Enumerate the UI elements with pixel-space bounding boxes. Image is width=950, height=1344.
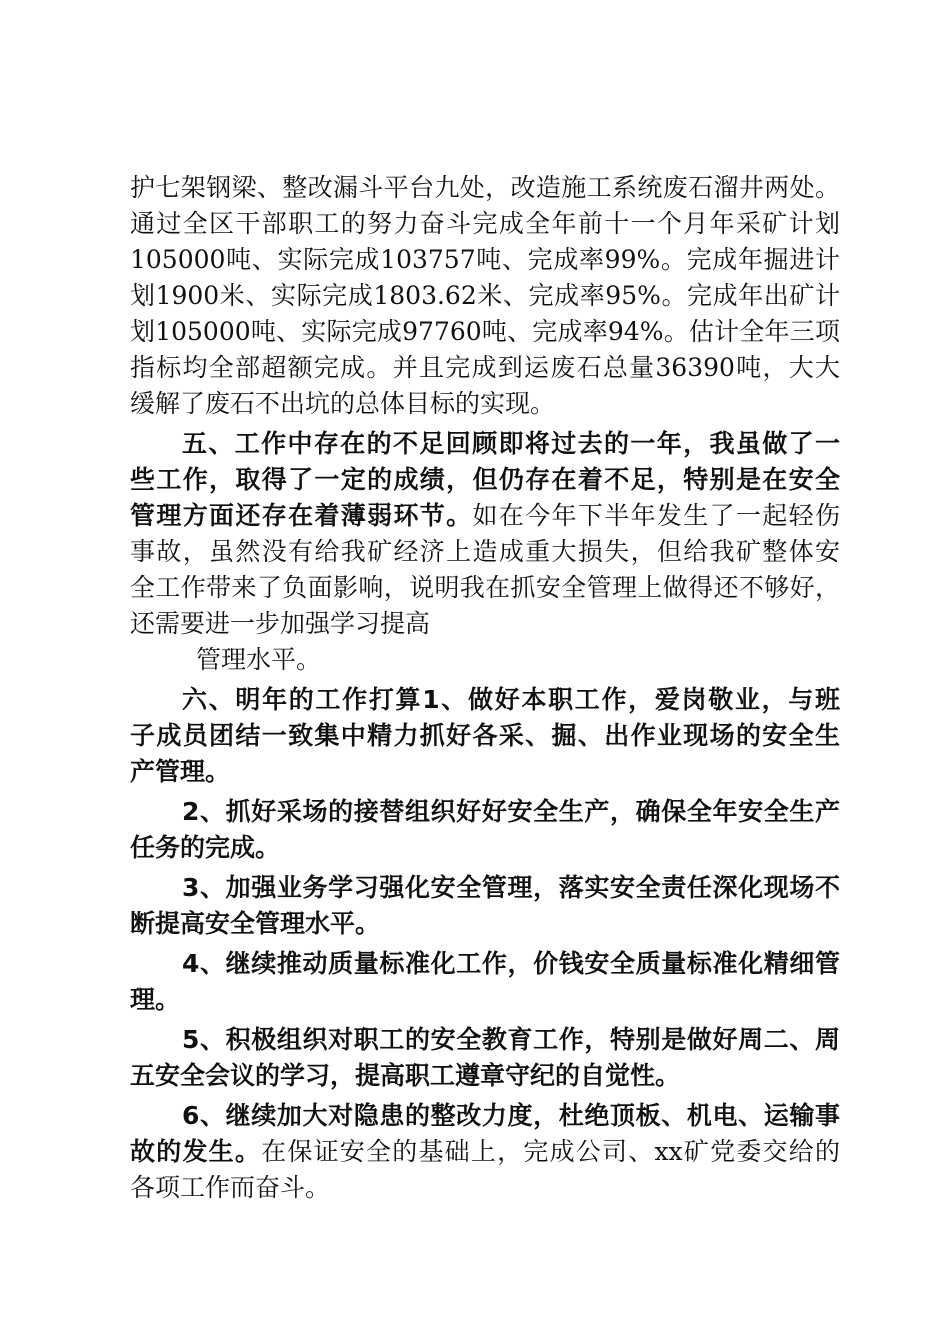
text-line: 些工作，取得了一定的成绩，但仍存在着不足，特别是在安全 <box>130 465 840 494</box>
text-line: 各项工作而奋斗。 <box>130 1173 331 1202</box>
text-line: 五安全会议的学习，提高职工遵章守纪的自觉性。 <box>130 1061 681 1090</box>
text-line: 105000吨、实际完成103757吨、完成率99%。完成年掘进计 <box>130 245 840 274</box>
section-heading-shortcomings: 五、工作中存在的不足回顾即将过去的一年，我虽做了一 <box>182 429 840 458</box>
list-item: 2、抓好采场的接替组织好好安全生产，确保全年安全生产 <box>182 797 840 826</box>
text-line: 划1900米、实际完成1803.62米、完成率95%。完成年出矿计 <box>130 281 840 310</box>
text-line: 划105000吨、实际完成97760吨、完成率94%。估计全年三项 <box>130 317 840 346</box>
text-line: 全工作带来了负面影响，说明我在抓安全管理上做得还不够好， <box>130 573 840 602</box>
text-line: 护七架钢梁、整改漏斗平台九处，改造施工系统废石溜井两处。 <box>130 173 840 202</box>
list-item: 4、继续推动质量标准化工作，价钱安全质量标准化精细管 <box>182 949 840 978</box>
text-line: 还需要进一步加强学习提高 <box>130 609 431 638</box>
text-span: 在保证安全的基础上，完成公司、xx矿党委交给的 <box>261 1137 840 1166</box>
text-span: 如在今年下半年发生了一起轻伤 <box>472 501 840 530</box>
text-line <box>130 498 840 534</box>
text-span: 管理方面还存在着薄弱环节。 <box>130 501 473 530</box>
text-line: 事故，虽然没有给我矿经济上造成重大损失，但给我矿整体安 <box>130 537 840 566</box>
text-line: 断提高安全管理水平。 <box>130 909 381 938</box>
text-line: 产管理。 <box>130 757 231 786</box>
text-line: 管理水平。 <box>196 645 322 674</box>
text-line: 指标均全部超额完成。并且完成到运废石总量36390吨，大大 <box>130 353 840 382</box>
text-line: 理。 <box>130 985 181 1014</box>
section-heading-next-year-plan: 六、明年的工作打算1、做好本职工作，爱岗敬业，与班 <box>182 685 840 714</box>
text-line <box>130 1134 840 1170</box>
list-item: 6、继续加大对隐患的整改力度，杜绝顶板、机电、运输事 <box>182 1101 840 1130</box>
text-line: 子成员团结一致集中精力抓好各采、掘、出作业现场的安全生 <box>130 721 840 750</box>
list-item: 3、加强业务学习强化安全管理，落实安全责任深化现场不 <box>182 873 840 902</box>
document-page <box>130 170 840 1206</box>
text-span: 故的发生。 <box>130 1137 262 1166</box>
text-line: 任务的完成。 <box>130 833 281 862</box>
text-line: 缓解了废石不出坑的总体目标的实现。 <box>130 389 556 418</box>
text-line: 通过全区干部职工的努力奋斗完成全年前十一个月年采矿计划 <box>130 209 840 238</box>
list-item: 5、积极组织对职工的安全教育工作，特别是做好周二、周 <box>182 1025 840 1054</box>
